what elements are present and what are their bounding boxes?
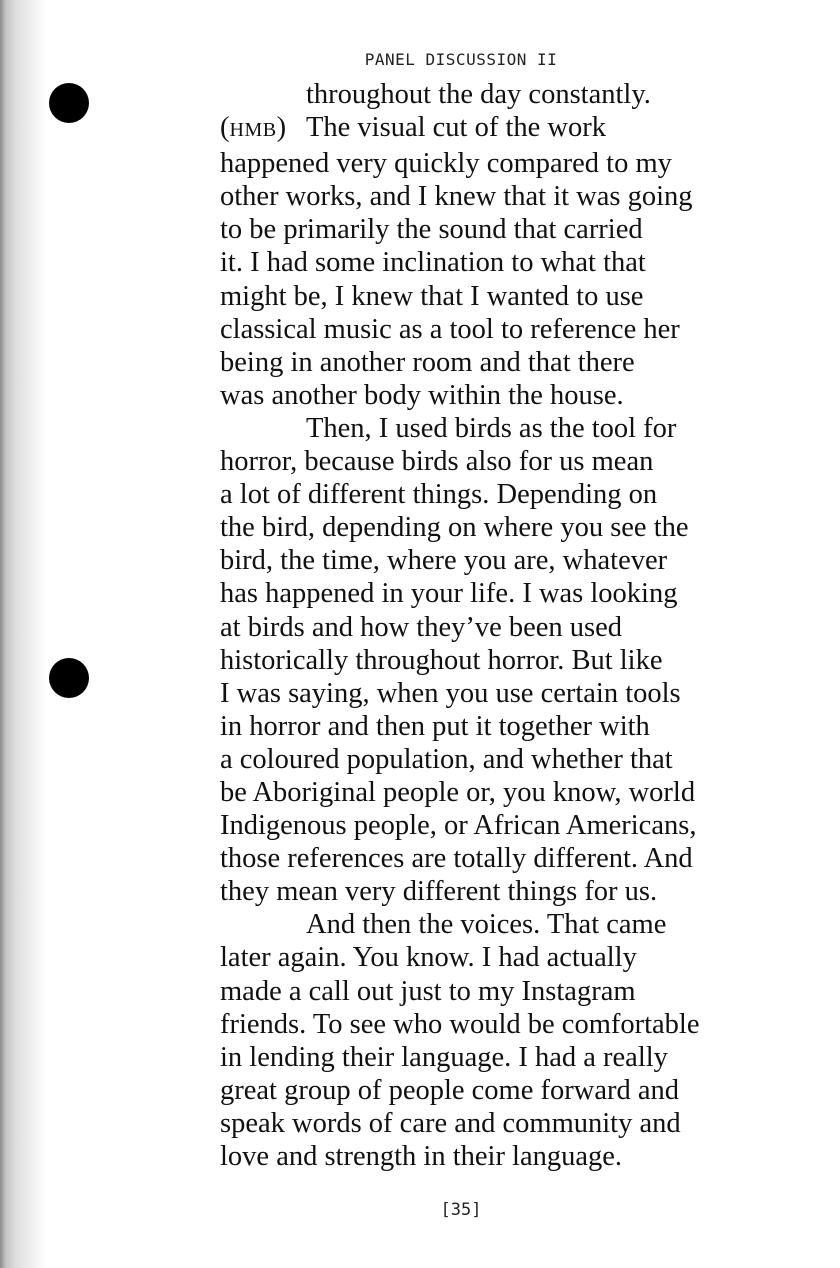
text-line: historically throughout horror. But like: [220, 644, 663, 676]
text-line: be Aboriginal people or, you know, world: [220, 776, 696, 808]
text-line: classical music as a tool to reference her: [220, 313, 680, 345]
text-line: at birds and how they’ve been used: [220, 611, 623, 643]
speaker-initials: HMB: [229, 119, 277, 142]
text-line: happened very quickly compared to my: [220, 148, 672, 180]
text-line: horror, because birds also for us mean: [220, 446, 654, 478]
text-line: to be primarily the sound that carried: [220, 214, 643, 246]
text-line: in lending their language. I had a really: [220, 1041, 668, 1073]
text-line: the bird, depending on where you see the: [220, 512, 689, 544]
text-line: throughout the day constantly.: [306, 79, 651, 110]
text-line: Indigenous people, or African Americans,: [220, 810, 697, 842]
punch-hole-middle: [49, 658, 89, 698]
text-line: in horror and then put it together with: [220, 710, 650, 742]
text-line: they mean very different things for us.: [220, 876, 658, 908]
text-line: great group of people come forward and: [220, 1074, 679, 1106]
text-line: has happened in your life. I was looking: [220, 578, 678, 610]
text-line: speak words of care and community and: [220, 1107, 681, 1139]
text-line: it. I had some inclination to what that: [220, 247, 646, 279]
text-line: a lot of different things. Depending on: [220, 479, 658, 511]
text-line: later again. You know. I had actually: [220, 942, 637, 974]
text-line-content: The visual cut of the work: [306, 112, 606, 144]
text-line: bird, the time, where you are, whatever: [220, 545, 668, 577]
speaker-paren-open: (: [220, 112, 230, 144]
text-line: other works, and I knew that it was going: [220, 181, 693, 213]
text-line: I was saying, when you use certain tools: [220, 677, 681, 709]
punch-hole-top: [49, 83, 89, 123]
speaker-paren-close: ): [276, 112, 287, 144]
text-line: Then, I used birds as the tool for: [306, 412, 677, 444]
text-line: love and strength in their language.: [220, 1141, 623, 1172]
text-line: might be, I knew that I wanted to use: [220, 280, 644, 312]
text-line: friends. To see who would be comfortable: [220, 1008, 700, 1040]
text-line: And then the voices. That came: [306, 909, 667, 941]
text-line: those references are totally different. And: [220, 843, 693, 875]
page-number: [35]: [440, 1200, 482, 1220]
text-line: a coloured population, and whether that: [220, 743, 673, 775]
text-line: was another body within the house.: [220, 379, 624, 411]
text-line: being in another room and that there: [220, 346, 635, 378]
body-text: [220, 78, 780, 1173]
running-head: PANEL DISCUSSION II: [364, 50, 558, 69]
speaker-label: [220, 111, 306, 147]
text-line: [220, 111, 780, 147]
binding-shadow: [0, 0, 48, 1268]
text-line: made a call out just to my Instagram: [220, 975, 636, 1007]
